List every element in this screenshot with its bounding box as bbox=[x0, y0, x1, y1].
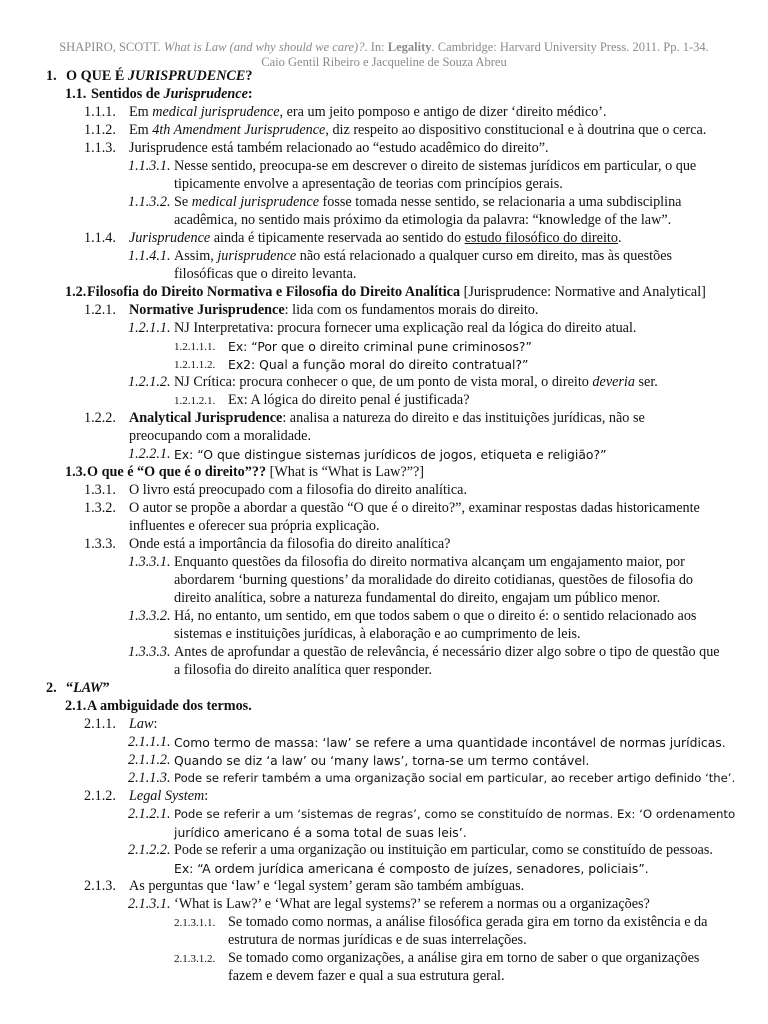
item-2-1-1-2: 2.1.1.2. Quando se diz ‘a law’ ou ‘many laws’, torna-se um termo contável. bbox=[128, 752, 590, 768]
item-2-1-1-3: 2.1.1.3. Pode se referir também a uma organização social em particular, ao receber artigo definido ‘the’. bbox=[128, 770, 736, 786]
citation-title: What is Law (and why should we care)? bbox=[163, 40, 365, 54]
item-1-3-3: 1.3.3. Onde está a importância da filosofia do direito analítica? bbox=[84, 536, 451, 552]
item-2-1-3-1: 2.1.3.1. ‘What is Law?’ e ‘What are legal systems?’ se referem a normas ou a organizações? bbox=[128, 896, 650, 912]
item-1-2-2: 1.2.2. Analytical Jurisprudence: analisa a natureza do direito e das instituições jurídicas, não se preocupando com a moralidade. bbox=[84, 410, 645, 444]
item-1-1-1: 1.1.1. Em medical jurisprudence, era um jeito pomposo e antigo de dizer ‘direito médico’. bbox=[84, 104, 607, 120]
item-1-3-3-3: 1.3.3.3. Antes de aprofundar a questão de relevância, é necessário dizer algo sobre o tipo de questão que a filosofia do direito analítica quer responder. bbox=[128, 644, 720, 678]
item-2-1-2-1: 2.1.2.1. Pode se referir a um ‘sistemas de regras’, como se constituído de normas. Ex: ‘O ordenamento jurídico americano é a soma total de suas leis’. bbox=[128, 806, 736, 840]
item-1-2-1-1-1: 1.2.1.1.1. Ex: “Por que o direito criminal pune criminosos?” bbox=[174, 339, 532, 354]
section-1-heading: 1. O QUE É JURISPRUDENCE? bbox=[46, 68, 253, 84]
item-2-1-1: 2.1.1. Law: bbox=[84, 716, 158, 732]
section-1-2-heading: 1.2. Filosofia do Direito Normativa e Filosofia do Direito Analítica [Jurisprudence: Normative and Analytical] bbox=[65, 284, 706, 300]
item-1-1-3-1: 1.1.3.1. Nesse sentido, preocupa-se em descrever o direito de sistemas jurídicos em particular, o que tipicamente envolve a apresentação de teorias com princípios gerais. bbox=[128, 158, 697, 192]
item-1-3-2: 1.3.2. O autor se propõe a abordar a questão “O que é o direito?”, examinar respostas dadas historicamente influentes e oferecer sua própria explicação. bbox=[84, 500, 700, 534]
item-1-3-3-1: 1.3.3.1. Enquanto questões da filosofia do direito normativa alcançam um engajamento maior, por abordarem ‘burning questions’ da moralidade do direito cotidianas, questões de filosofia do direito analítica, sobre a natureza fundamental do direito, engajam um público menor. bbox=[128, 554, 694, 606]
item-1-2-2-1: 1.2.2.1. Ex: “O que distingue sistemas jurídicos de jogos, etiqueta e religião?” bbox=[128, 446, 607, 462]
item-1-1-3-2: 1.1.3.2. Se medical jurisprudence fosse tomada nesse sentido, se relacionaria a uma subdisciplina acadêmica, no sentido mais próximo da etimologia da palavra: “knowledge of the law”. bbox=[128, 194, 682, 228]
section-1-1-heading: 1.1. Sentidos de Jurisprudence: bbox=[65, 86, 253, 102]
item-1-3-1: 1.3.1. O livro está preocupado com a filosofia do direito analítica. bbox=[84, 482, 468, 498]
section-1-3-heading: 1.3. O que é “O que é o direito”?? [What is “What is Law?”?] bbox=[65, 464, 425, 480]
item-1-2-1-1: 1.2.1.1. NJ Interpretativa: procura fornecer uma explicação real da lógica do direito atual. bbox=[128, 320, 637, 336]
item-2-1-3-1-1: 2.1.3.1.1. Se tomado como normas, a análise filosófica gerada gira em torno da existência e da estrutura de normas jurídicas e de suas interrelações. bbox=[174, 914, 708, 948]
citation-in: . In: bbox=[364, 40, 388, 54]
item-2-1-3-1-2: 2.1.3.1.2. Se tomado como organizações, a análise gira em torno de saber o que organizações fazem e devem fazer e qual a sua estrutura geral. bbox=[174, 950, 700, 984]
item-1-1-3: 1.1.3. Jurisprudence está também relacionado ao “estudo acadêmico do direito”. bbox=[84, 140, 549, 156]
item-2-1-3: 2.1.3. As perguntas que ‘law’ e ‘legal system’ geram são também ambíguas. bbox=[84, 878, 525, 894]
citation-book: Legality bbox=[387, 40, 432, 54]
item-1-2-1-2-1: 1.2.1.2.1. Ex: A lógica do direito penal é justificada? bbox=[174, 392, 470, 408]
section-2-heading: 2. “LAW” bbox=[46, 680, 110, 696]
item-1-1-4: 1.1.4. Jurisprudence ainda é tipicamente reservada ao sentido do estudo filosófico do direito. bbox=[84, 230, 622, 246]
citation-author: SHAPIRO, SCOTT. bbox=[59, 40, 164, 54]
citation-authors-line: Caio Gentil Ribeiro e Jacqueline de Souza Abreu bbox=[261, 55, 507, 69]
item-1-2-1: 1.2.1. Normative Jurisprudence: lida com os fundamentos morais do direito. bbox=[84, 302, 539, 318]
item-2-1-2: 2.1.2. Legal System: bbox=[84, 788, 209, 804]
citation-line-1 bbox=[0, 40, 768, 55]
item-1-1-2: 1.1.2. Em 4th Amendment Jurisprudence, diz respeito ao dispositivo constitucional e à doutrina que o cerca. bbox=[84, 122, 707, 138]
item-2-1-2-2: 2.1.2.2. Pode se referir a uma organização ou instituição em particular, como se constituído de pessoas. Ex: “A ordem jurídica americana é composto de juízes, senadores, policiais”. bbox=[128, 842, 713, 876]
item-2-1-1-1: 2.1.1.1. Como termo de massa: ‘law’ se refere a uma quantidade incontável de normas jurídicas. bbox=[128, 734, 726, 750]
item-1-2-1-2: 1.2.1.2. NJ Crítica: procura conhecer o que, de um ponto de vista moral, o direito deveria ser. bbox=[128, 374, 658, 390]
item-1-2-1-1-2: 1.2.1.1.2. Ex2: Qual a função moral do direito contratual?” bbox=[174, 357, 529, 372]
citation-header bbox=[0, 40, 768, 70]
item-1-3-3-2: 1.3.3.2. Há, no entanto, um sentido, em que todos sabem o que o direito é: o sentido relacionado aos sistemas e instituições jurídicas, à elaboração e ao cumprimento de leis. bbox=[128, 608, 697, 642]
section-2-1-heading: 2.1. A ambiguidade dos termos. bbox=[65, 698, 252, 714]
citation-publisher: . Cambridge: Harvard University Press. 2011. Pp. 1-34. bbox=[431, 40, 709, 54]
item-1-1-4-1: 1.1.4.1. Assim, jurisprudence não está relacionado a qualquer curso em direito, mas às questões filosóficas que o direito levanta. bbox=[128, 248, 673, 282]
